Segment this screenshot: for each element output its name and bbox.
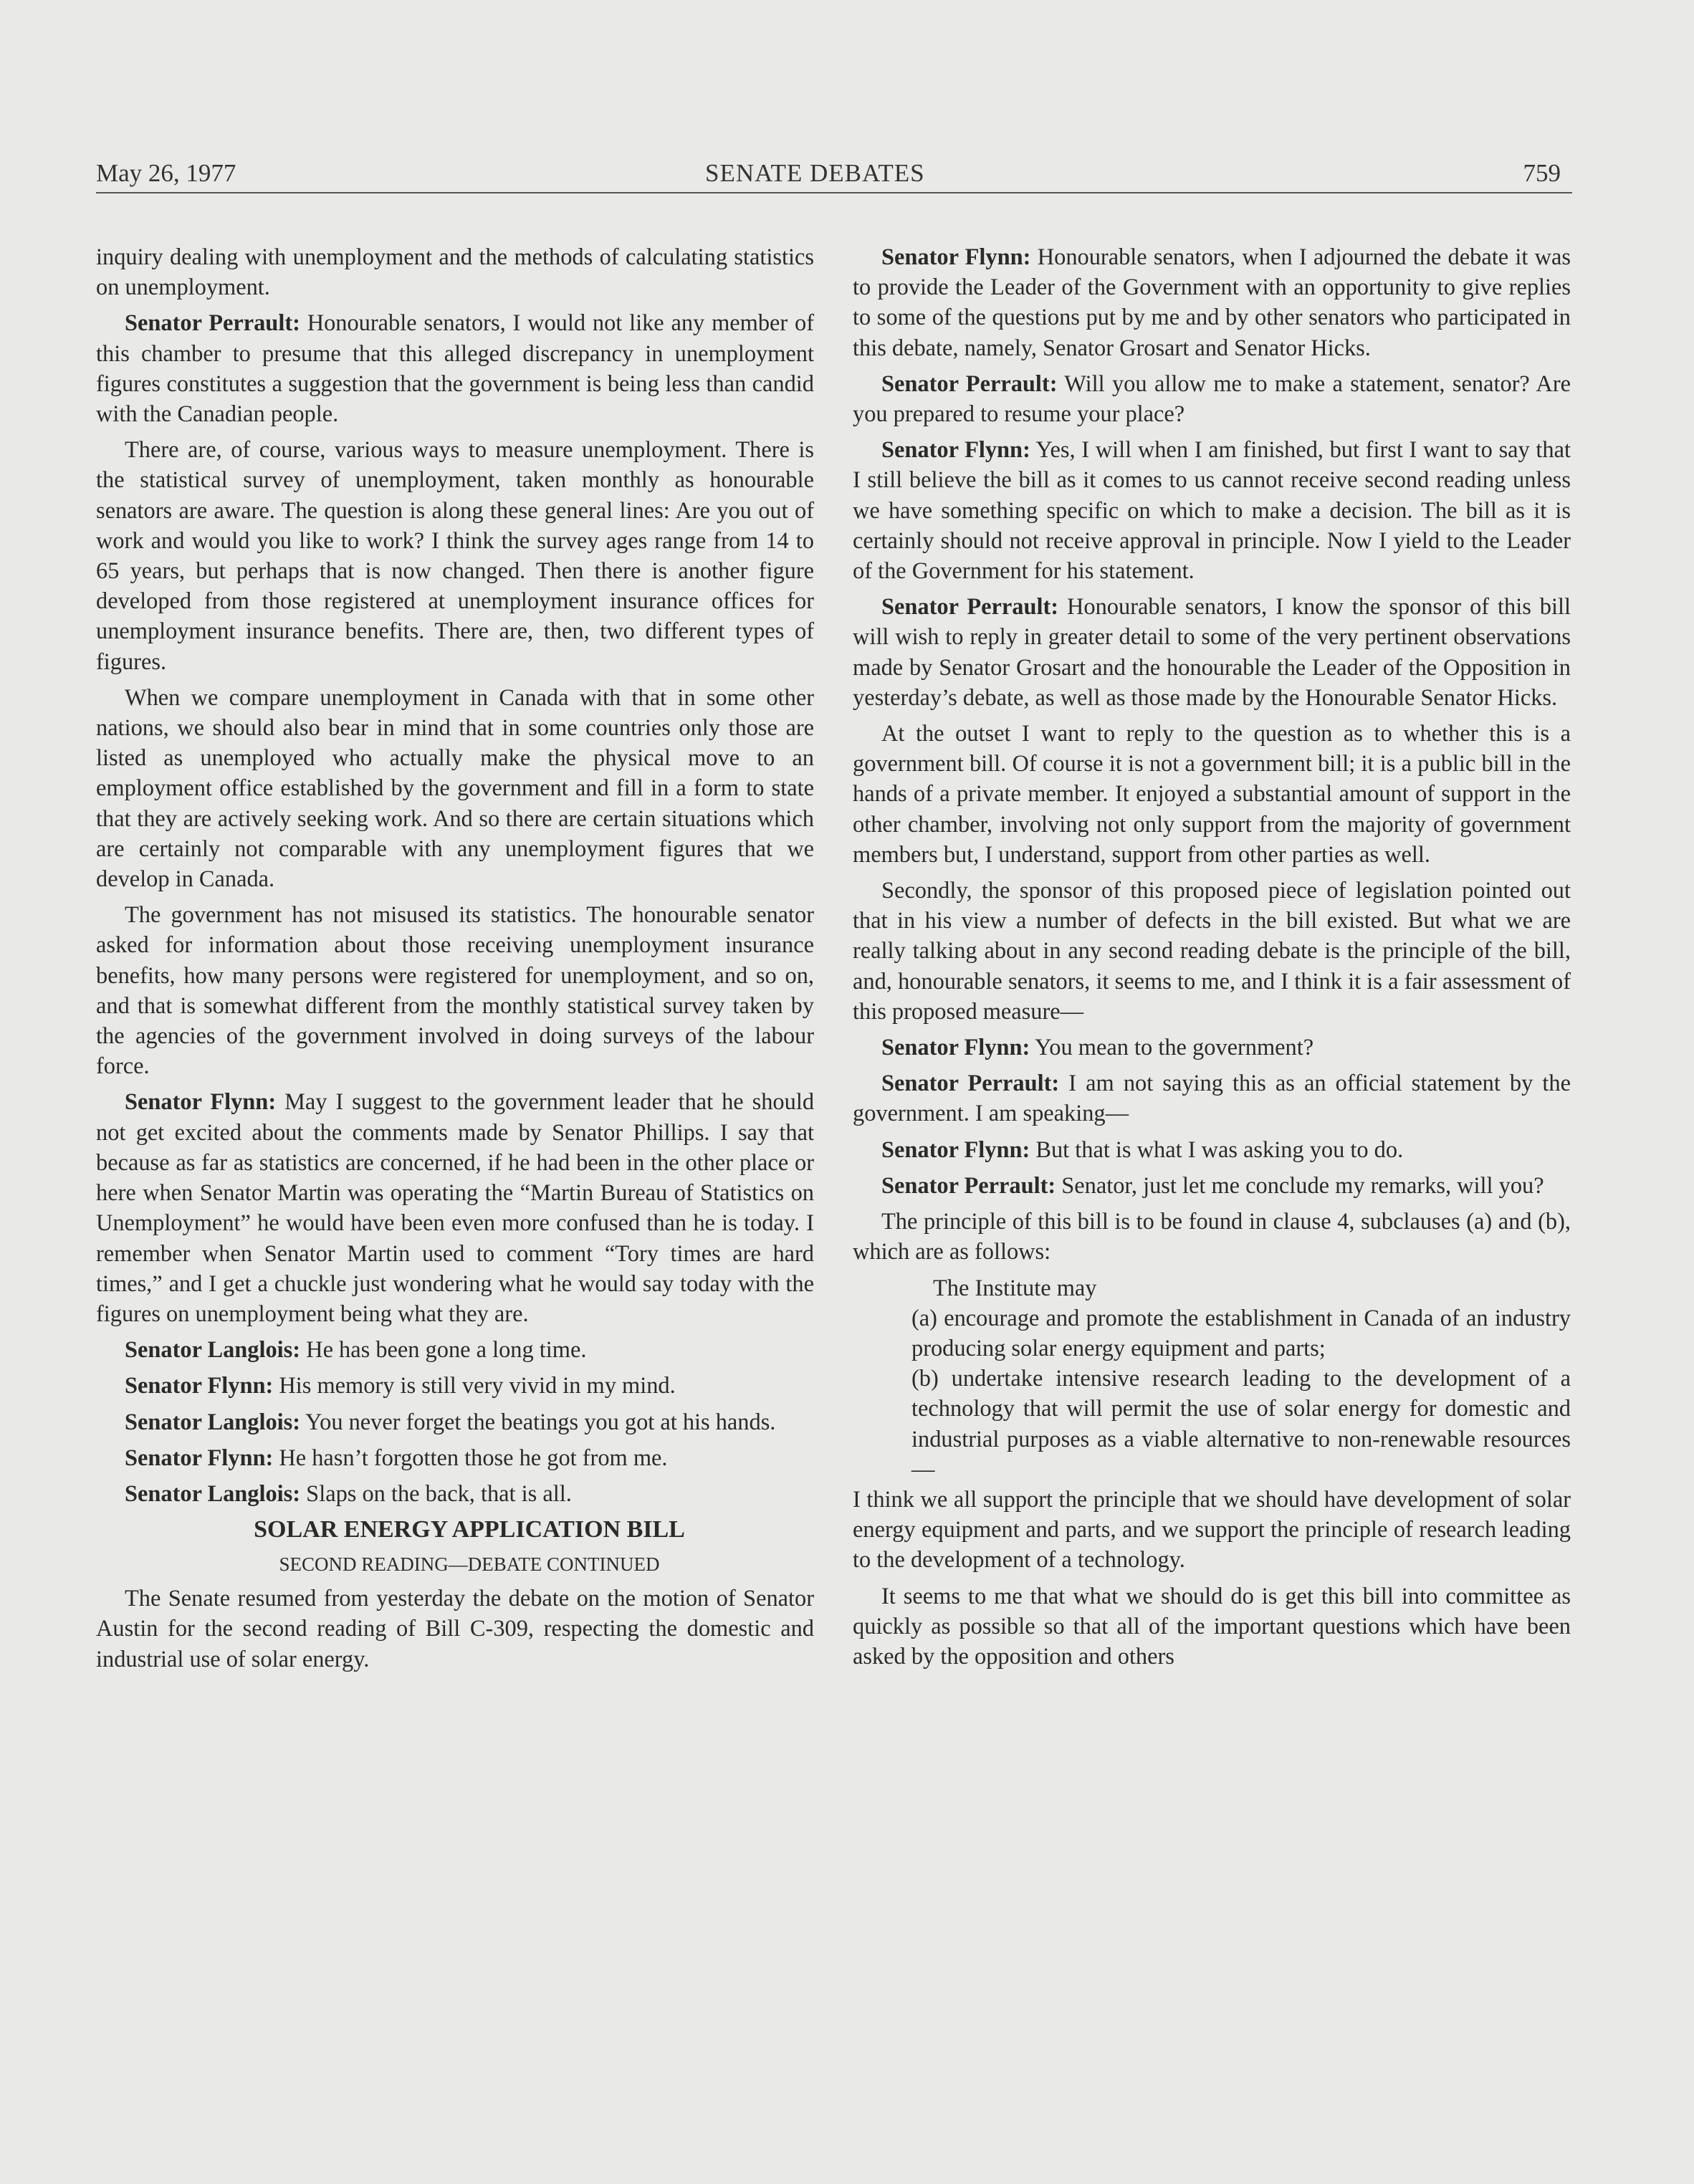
- speaker-name: Senator Langlois:: [125, 1480, 301, 1507]
- left-column: [96, 242, 814, 1680]
- speech-paragraph: [96, 1443, 814, 1473]
- speech-paragraph: [853, 592, 1571, 713]
- speech-paragraph: [853, 435, 1571, 586]
- speaker-name: Senator Flynn:: [125, 1445, 274, 1471]
- speech-text: You mean to the government?: [1030, 1035, 1314, 1061]
- paragraph: I think we all support the principle that we should have development of solar energy equipment and parts, and we support the principle of research leading to the development of a technology.: [853, 1486, 1571, 1574]
- speaker-name: Senator Perrault:: [881, 1172, 1056, 1199]
- speaker-name: Senator Perrault:: [881, 370, 1058, 397]
- speech-text: He hasn’t forgotten those he got from me.: [273, 1445, 668, 1471]
- speech-text: I am not saying this as an official statement by the government. I am speaking—: [853, 1071, 1571, 1127]
- speaker-name: Senator Flynn:: [881, 244, 1031, 270]
- speech-text: Honourable senators, I would not like any member of this chamber to presume that this alleged discrepancy in unemployment figures constitutes a suggestion that the government is being less than candid with the Canadian people.: [96, 310, 814, 428]
- speech-paragraph: [853, 1033, 1571, 1063]
- speaker-name: Senator Flynn:: [125, 1373, 274, 1399]
- speech-paragraph: [96, 1479, 814, 1509]
- header-date: May 26, 1977: [96, 159, 236, 187]
- speech-paragraph: [96, 308, 814, 429]
- paragraph: The government has not misused its statistics. The honourable senator asked for information about those receiving unemployment insurance benefits, how many persons were registered for unemployment, and so on, and that is somewhat different from the monthly statistical survey taken by the agencies of the government involved in doing surveys of the labour force.: [96, 902, 814, 1080]
- speech-paragraph: [853, 369, 1571, 429]
- paragraph: There are, of course, various ways to measure unemployment. There is the statistical survey of unemployment, taken monthly as honourable senators are aware. The question is along these general lines: Are you out of work and would you like to work? I think the survey ages range from 14 to 65 years, but perhaps that is now changed. Then there is another figure developed from those registered at unemployment insurance offices for unemployment insurance benefits. There are, then, two different types of figures.: [96, 437, 814, 675]
- speech-paragraph: [96, 1087, 814, 1329]
- page-header: [96, 153, 1572, 193]
- paragraph: The principle of this bill is to be found in clause 4, subclauses (a) and (b), which are as follows:: [853, 1209, 1571, 1265]
- speech-text: But that is what I was asking you to do.: [1030, 1136, 1404, 1163]
- speech-paragraph: [853, 242, 1571, 363]
- speaker-name: Senator Perrault:: [881, 1071, 1060, 1097]
- header-title: SENATE DEBATES: [705, 159, 925, 187]
- header-page-number: 759: [1523, 159, 1561, 187]
- speaker-name: Senator Flynn:: [125, 1089, 277, 1116]
- speech-text: Yes, I will when I am finished, but first I want to say that I still believe the bill as it comes to us cannot receive second reading unless we have something specific on which to make a decision. The bill as it is certainly should not receive approval in principle. Now I yield to the Leader of the Government for his statement.: [853, 437, 1571, 585]
- speaker-name: Senator Flynn:: [881, 1136, 1030, 1163]
- speaker-name: Senator Flynn:: [881, 1035, 1030, 1061]
- speech-text: Honourable senators, I know the sponsor of this bill will wish to reply in greater detail to some of the very pertinent observations made by Senator Grosart and the honourable the Leader of the Opposition in yesterday’s debate, as well as those made by the Honourable Senator Hicks.: [853, 594, 1571, 711]
- bill-quote: [911, 1273, 1571, 1485]
- section-subtitle: SECOND READING—DEBATE CONTINUED: [279, 1553, 660, 1576]
- section-title: SOLAR ENERGY APPLICATION BILL: [254, 1516, 685, 1543]
- paragraph: inquiry dealing with unemployment and the methods of calculating statistics on unemployment.: [96, 244, 814, 301]
- speaker-name: Senator Perrault:: [881, 594, 1059, 621]
- quote-heading: The Institute may: [933, 1275, 1097, 1301]
- speech-text: Slaps on the back, that is all.: [300, 1480, 572, 1507]
- speech-paragraph: [853, 1135, 1571, 1165]
- speech-text: Honourable senators, when I adjourned the debate it was to provide the Leader of the Government with an opportunity to give replies to some of the questions put by me and by other senators who participated in this debate, namely, Senator Grosart and Senator Hicks.: [853, 244, 1571, 361]
- speech-paragraph: [853, 1068, 1571, 1129]
- speech-paragraph: [96, 1335, 814, 1365]
- speech-text: You never forget the beatings you got at his hands.: [300, 1409, 776, 1435]
- paragraph: It seems to me that what we should do is get this bill into committee as quickly as possible so that all of the important questions which have been asked by the opposition and others: [853, 1583, 1571, 1670]
- speaker-name: Senator Langlois:: [125, 1409, 301, 1435]
- speech-text: Senator, just let me conclude my remarks, will you?: [1056, 1172, 1544, 1199]
- paragraph: When we compare unemployment in Canada with that in some other nations, we should also bear in mind that in some countries only those are listed as unemployed who actually make the physical move to an employment office established by the government and fill in a form to state that they are actively seeking work. And so there are certain situations which are certainly not comparable with any unemployment figures that we develop in Canada.: [96, 684, 814, 893]
- speech-paragraph: [853, 1171, 1571, 1201]
- paragraph: At the outset I want to reply to the question as to whether this is a government bill. Of course it is not a government bill; it is a public bill in the hands of a private member. It enjoyed a substantial amount of support in the other chamber, involving not only support from the majority of government members but, I understand, support from other parties as well.: [853, 721, 1571, 868]
- paragraph: Secondly, the sponsor of this proposed piece of legislation pointed out that in his view a number of defects in the bill existed. But what we are really talking about in any second reading debate is the principle of the bill, and, honourable senators, it seems to me, and I think it is a fair assessment of this proposed measure—: [853, 878, 1571, 1025]
- speech-text: May I suggest to the government leader that he should not get excited about the comments made by Senator Phillips. I say that because as far as statistics are concerned, if he had been in the other place or here when Senator Martin was operating the “Martin Bureau of Statistics on Unemployment” he would have been even more confused than he is today. I remember when Senator Martin used to comment “Tory times are hard times,” and I get a chuckle just wondering what he would say today with the figures on unemployment being what they are.: [96, 1089, 815, 1327]
- right-column: [853, 242, 1571, 1677]
- speaker-name: Senator Flynn:: [881, 437, 1030, 464]
- speech-paragraph: [96, 1371, 814, 1401]
- paragraph: The Senate resumed from yesterday the debate on the motion of Senator Austin for the second reading of Bill C-309, respecting the domestic and industrial use of solar energy.: [96, 1586, 814, 1672]
- speech-paragraph: [96, 1407, 814, 1437]
- speech-text: He has been gone a long time.: [300, 1337, 587, 1364]
- speaker-name: Senator Perrault:: [125, 310, 300, 337]
- quote-clause-b: (b) undertake intensive research leading to the development of a technology that will permit the use of solar energy for domestic and industrial purposes as a viable alternative to non-renewable resources—: [911, 1366, 1571, 1483]
- quote-clause-a: (a) encourage and promote the establishment in Canada of an industry producing solar energy equipment and parts;: [911, 1305, 1571, 1361]
- speech-text: Will you allow me to make a statement, senator? Are you prepared to resume your place?: [853, 370, 1571, 428]
- speaker-name: Senator Langlois:: [125, 1337, 301, 1364]
- speech-text: His memory is still very vivid in my mind.: [273, 1373, 676, 1399]
